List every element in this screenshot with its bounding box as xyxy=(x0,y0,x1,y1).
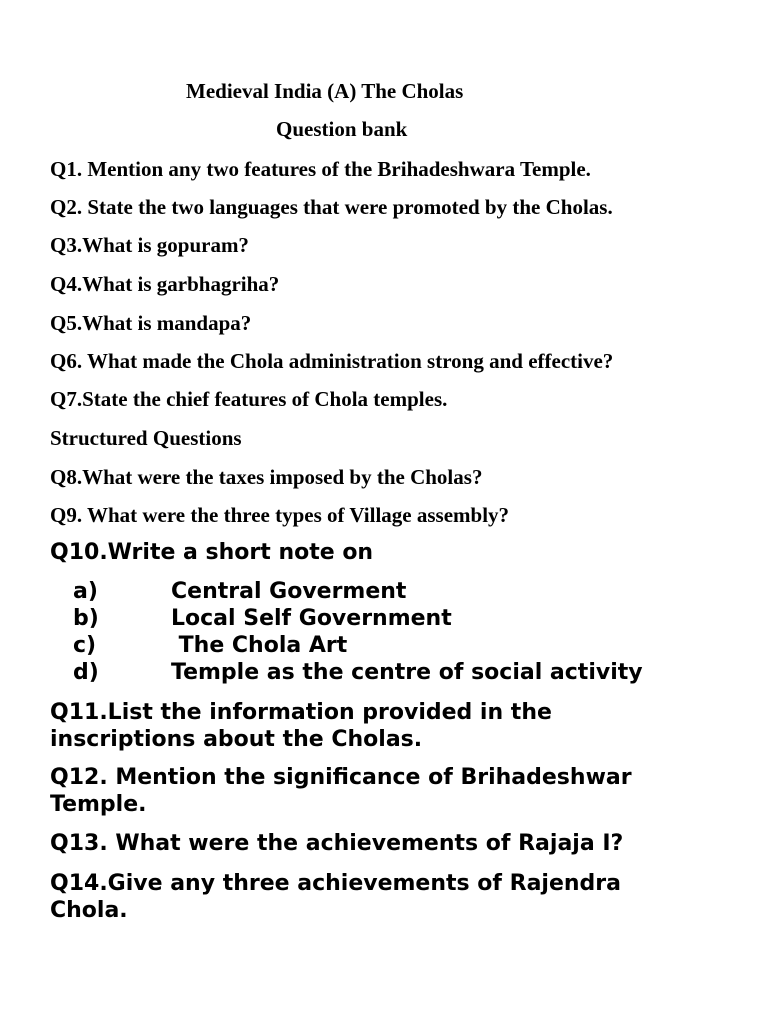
question-q7: Q7.State the chief features of Chola temples. xyxy=(50,387,448,411)
item-letter: a) xyxy=(73,579,98,604)
question-q8: Q8.What were the taxes imposed by the Cholas? xyxy=(50,465,483,489)
question-q5: Q5.What is mandapa? xyxy=(50,311,252,335)
document-subtitle: Question bank xyxy=(276,117,408,141)
item-letter: d) xyxy=(73,660,99,685)
question-q14: Q14.Give any three achievements of Rajendra Chola. xyxy=(50,871,621,923)
item-text: Temple as the centre of social activity xyxy=(171,660,643,685)
question-q3: Q3.What is gopuram? xyxy=(50,233,249,257)
question-q1: Q1. Mention any two features of the Brihadeshwara Temple. xyxy=(50,157,591,181)
question-q11: Q11.List the information provided in the inscriptions about the Cholas. xyxy=(50,700,552,752)
question-q6: Q6. What made the Chola administration strong and effective? xyxy=(50,349,614,373)
question-q2: Q2. State the two languages that were promoted by the Cholas. xyxy=(50,195,613,219)
item-letter: b) xyxy=(73,606,99,631)
item-text: Local Self Government xyxy=(171,606,452,631)
q10-item-c xyxy=(0,632,768,659)
item-text: The Chola Art xyxy=(171,633,348,658)
q10-item-a xyxy=(0,578,768,605)
section-heading: Structured Questions xyxy=(50,426,242,450)
q10-item-b xyxy=(0,605,768,632)
item-letter: c) xyxy=(73,633,97,658)
question-q12: Q12. Mention the significance of Brihadeshwar Temple. xyxy=(50,765,632,817)
q10-item-d xyxy=(0,659,768,686)
question-q13: Q13. What were the achievements of Rajaja I? xyxy=(50,831,624,856)
item-text: Central Goverment xyxy=(171,579,407,604)
question-q4: Q4.What is garbhagriha? xyxy=(50,272,280,296)
question-q9: Q9. What were the three types of Village assembly? xyxy=(50,503,510,527)
question-q10: Q10.Write a short note on xyxy=(50,540,374,565)
document-title: Medieval India (A) The Cholas xyxy=(186,79,464,103)
